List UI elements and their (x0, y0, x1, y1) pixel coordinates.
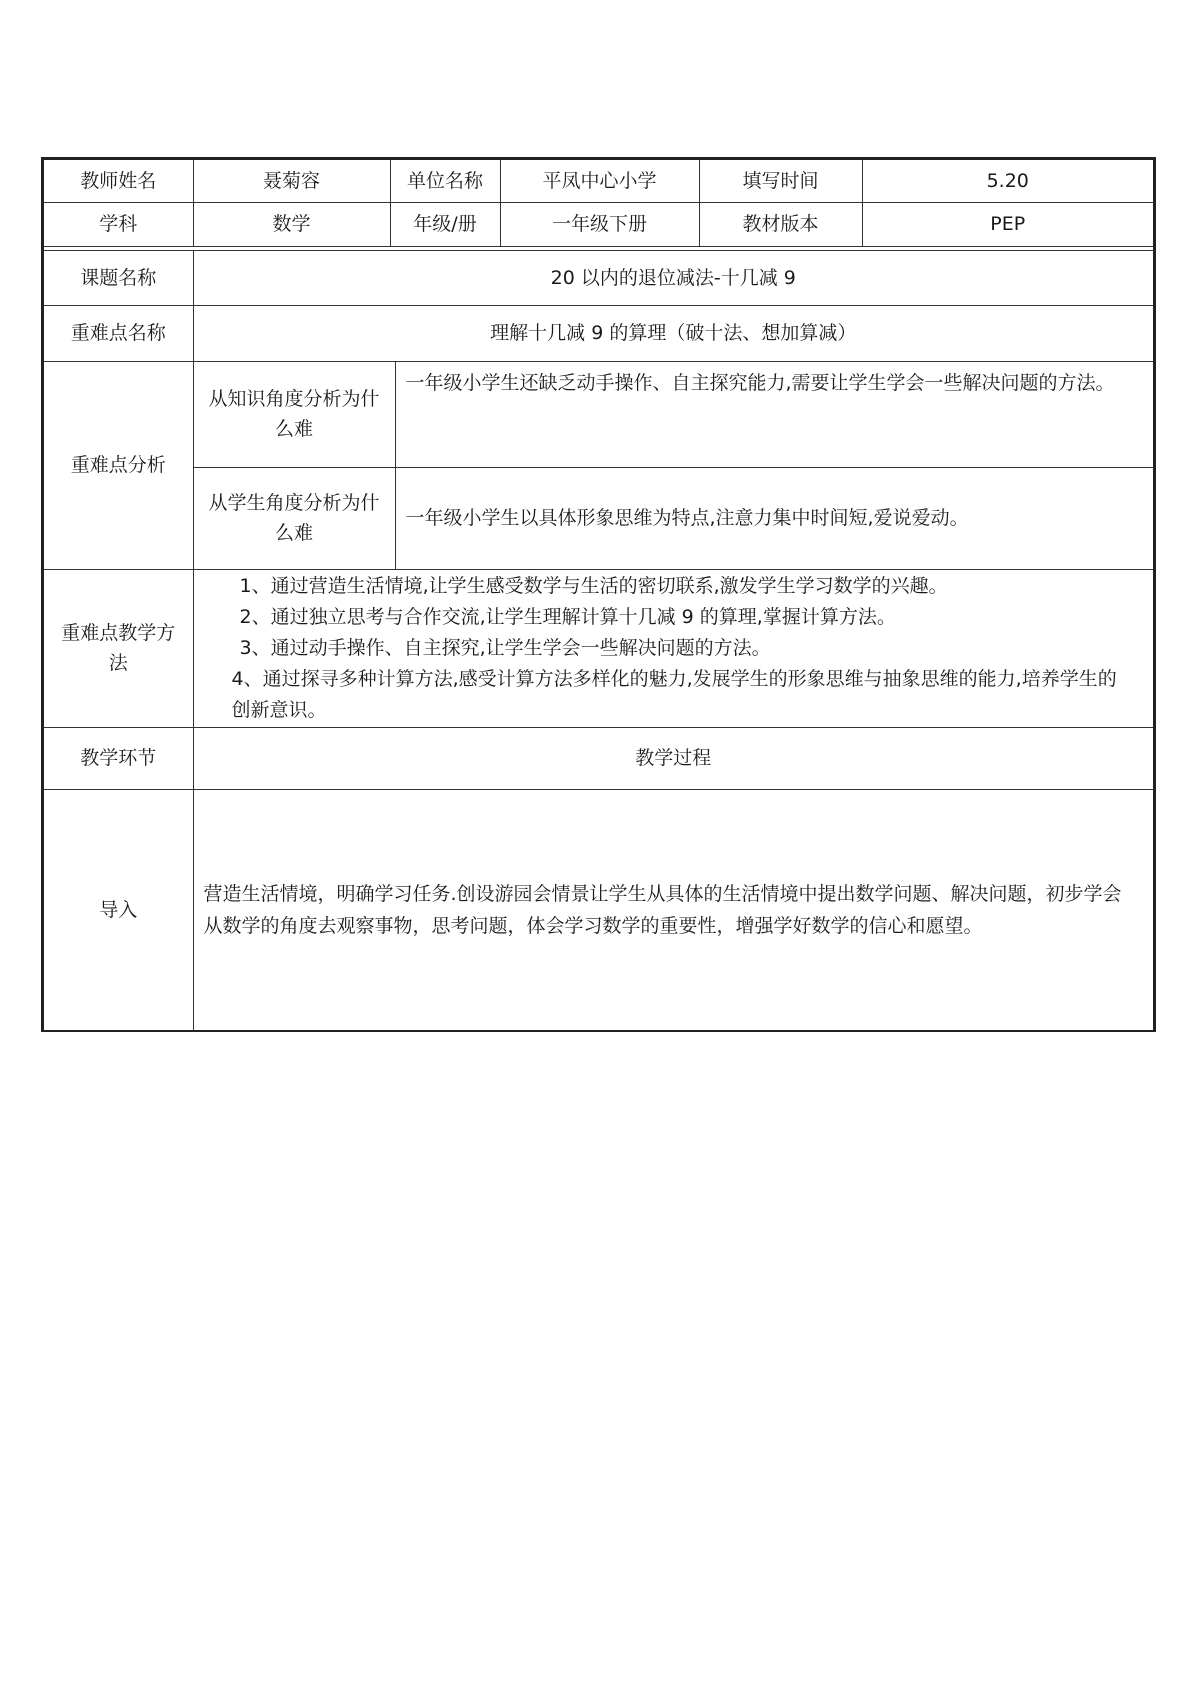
methods-label: 重难点教学方法 (44, 569, 193, 727)
teacher-name-value: 聂菊容 (193, 160, 390, 202)
grade-value: 一年级下册 (500, 202, 699, 246)
content-table (44, 250, 1153, 1031)
unit-name-value: 平凤中心小学 (500, 160, 699, 202)
analysis-label: 重难点分析 (44, 361, 193, 569)
process-header-row (44, 727, 1153, 789)
methods-list (193, 569, 1153, 727)
content-block (41, 250, 1156, 1033)
fill-date-label: 填写时间 (699, 160, 862, 202)
intro-label: 导入 (44, 789, 193, 1030)
info-block (41, 157, 1156, 247)
student-angle-label: 从学生角度分析为什么难 (193, 467, 395, 569)
lesson-plan-sheet (41, 157, 1156, 1032)
subject-value: 数学 (193, 202, 390, 246)
info-row-2 (44, 202, 1153, 246)
info-table (44, 160, 1153, 247)
analysis-knowledge-row (44, 361, 1153, 467)
grade-label: 年级/册 (390, 202, 500, 246)
teaching-process-label: 教学过程 (193, 727, 1153, 789)
fill-date-value: 5.20 (862, 160, 1153, 202)
topic-value: 20 以内的退位减法-十几减 9 (193, 250, 1153, 305)
method-item-3: 3、通过动手操作、自主探究,让学生学会一些解决问题的方法。 (239, 636, 771, 659)
key-point-row (44, 305, 1153, 361)
student-angle-text: 一年级小学生以具体形象思维为特点,注意力集中时间短,爱说爱动。 (395, 467, 1153, 569)
key-point-value: 理解十几减 9 的算理（破十法、想加算减） (193, 305, 1153, 361)
method-item-4: 4、通过探寻多种计算方法,感受计算方法多样化的魅力,发展学生的形象思维与抽象思维的能力,培养学生的创新意识。 (231, 667, 1117, 721)
teaching-stage-label: 教学环节 (44, 727, 193, 789)
method-item-1: 1、通过营造生活情境,让学生感受数学与生活的密切联系,激发学生学习数学的兴趣。 (239, 574, 948, 597)
info-row-1 (44, 160, 1153, 202)
unit-name-label: 单位名称 (390, 160, 500, 202)
method-item-2: 2、通过独立思考与合作交流,让学生理解计算十几减 9 的算理,掌握计算方法。 (239, 605, 896, 628)
knowledge-angle-label: 从知识角度分析为什么难 (193, 361, 395, 467)
methods-row (44, 569, 1153, 727)
intro-text: 营造生活情境，明确学习任务.创设游园会情景让学生从具体的生活情境中提出数学问题、解决问题，初步学会从数学的角度去观察事物，思考问题，体会学习数学的重要性，增强学好数学的信心和愿望。 (193, 789, 1153, 1030)
edition-value: PEP (862, 202, 1153, 246)
topic-row (44, 250, 1153, 305)
analysis-student-row (44, 467, 1153, 569)
topic-label: 课题名称 (44, 250, 193, 305)
teacher-name-label: 教师姓名 (44, 160, 193, 202)
key-point-label: 重难点名称 (44, 305, 193, 361)
intro-row (44, 789, 1153, 1030)
knowledge-angle-text: 一年级小学生还缺乏动手操作、自主探究能力,需要让学生学会一些解决问题的方法。 (395, 361, 1153, 467)
edition-label: 教材版本 (699, 202, 862, 246)
subject-label: 学科 (44, 202, 193, 246)
